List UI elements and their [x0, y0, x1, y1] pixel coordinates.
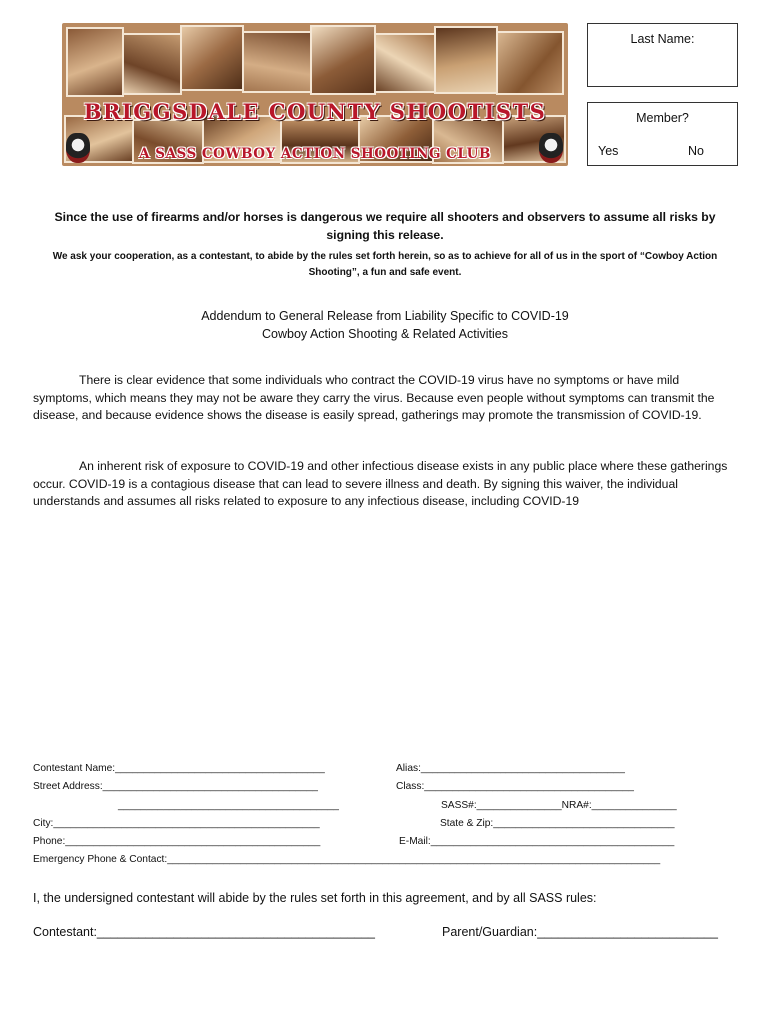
agreement-statement: I, the undersigned contestant will abide by the rules set forth in this agreement, and by all SASS rules:: [33, 891, 597, 905]
guardian-signature-field[interactable]: Parent/Guardian:__________________________: [442, 925, 718, 939]
phone-field[interactable]: Phone:_____________________________________________: [33, 836, 321, 847]
addendum-title: Addendum to General Release from Liability Specific to COVID-19: [201, 309, 569, 323]
city-field[interactable]: City:_______________________________________________: [33, 818, 320, 829]
banner-photo: [242, 31, 312, 93]
state-zip-field[interactable]: State & Zip:________________________________: [440, 818, 675, 829]
sass-nra-field[interactable]: SASS#:_______________NRA#:_______________: [441, 800, 677, 811]
last-name-box[interactable]: [587, 23, 738, 87]
emergency-contact-field[interactable]: Emergency Phone & Contact:_______________________________________________________________________________________: [33, 854, 661, 865]
contestant-signature-field[interactable]: Contestant:________________________________________: [33, 925, 376, 939]
covid-paragraph-1: There is clear evidence that some individuals who contract the COVID-19 virus have no symptoms or have mild symptoms, which means they may not be aware they carry the virus. Because even people without symptoms can transmit the disease, and because evidence shows the disease is easily spread, gatherings may promote the transmission of COVID-19.: [33, 373, 715, 422]
member-label: Member?: [636, 111, 689, 125]
member-yes-option[interactable]: Yes: [598, 144, 619, 158]
risk-warning: Since the use of firearms and/or horses is dangerous we require all shooters and observers to assume all risks by signing this release.: [54, 210, 716, 242]
address-line-2-field[interactable]: _______________________________________: [118, 800, 339, 811]
banner-photo: [434, 26, 498, 94]
addendum-subtitle: Cowboy Action Shooting & Related Activities: [262, 327, 508, 341]
banner-photo: [374, 33, 436, 93]
alias-field[interactable]: Alias:____________________________________: [396, 763, 625, 774]
banner-photo: [496, 31, 564, 95]
covid-paragraph-2: An inherent risk of exposure to COVID-19 and other infectious disease exists in any public place where these gatherings occur. COVID-19 is a contagious disease that can lead to severe illness and death. By signing this waiver, the individual understands and assumes all risks related to exposure to any infectious disease, including COVID-19: [33, 459, 728, 508]
street-address-field[interactable]: Street Address:______________________________________: [33, 781, 318, 792]
club-banner: [62, 23, 568, 166]
member-no-option[interactable]: No: [688, 144, 704, 158]
addendum-heading: [40, 307, 730, 343]
banner-photo: [122, 33, 182, 95]
banner-photo: [180, 25, 244, 91]
banner-title: BRIGGSDALE COUNTY SHOOTISTS: [83, 99, 547, 124]
member-box[interactable]: [587, 102, 738, 166]
banner-photo: [310, 25, 376, 95]
banner-subtitle: A SASS COWBOY ACTION SHOOTING CLUB: [139, 146, 491, 162]
class-field[interactable]: Class:_____________________________________: [396, 781, 634, 792]
banner-photo: [66, 27, 124, 97]
email-field[interactable]: E-Mail:___________________________________________: [399, 836, 675, 847]
cooperation-note: We ask your cooperation, as a contestant, to abide by the rules set forth herein, so as to achieve for all of us in the sport of “Cowboy Action Shooting”, a fun and safe event.: [52, 251, 718, 278]
last-name-label: Last Name:: [630, 32, 695, 46]
contestant-name-field[interactable]: Contestant Name:_____________________________________: [33, 763, 325, 774]
